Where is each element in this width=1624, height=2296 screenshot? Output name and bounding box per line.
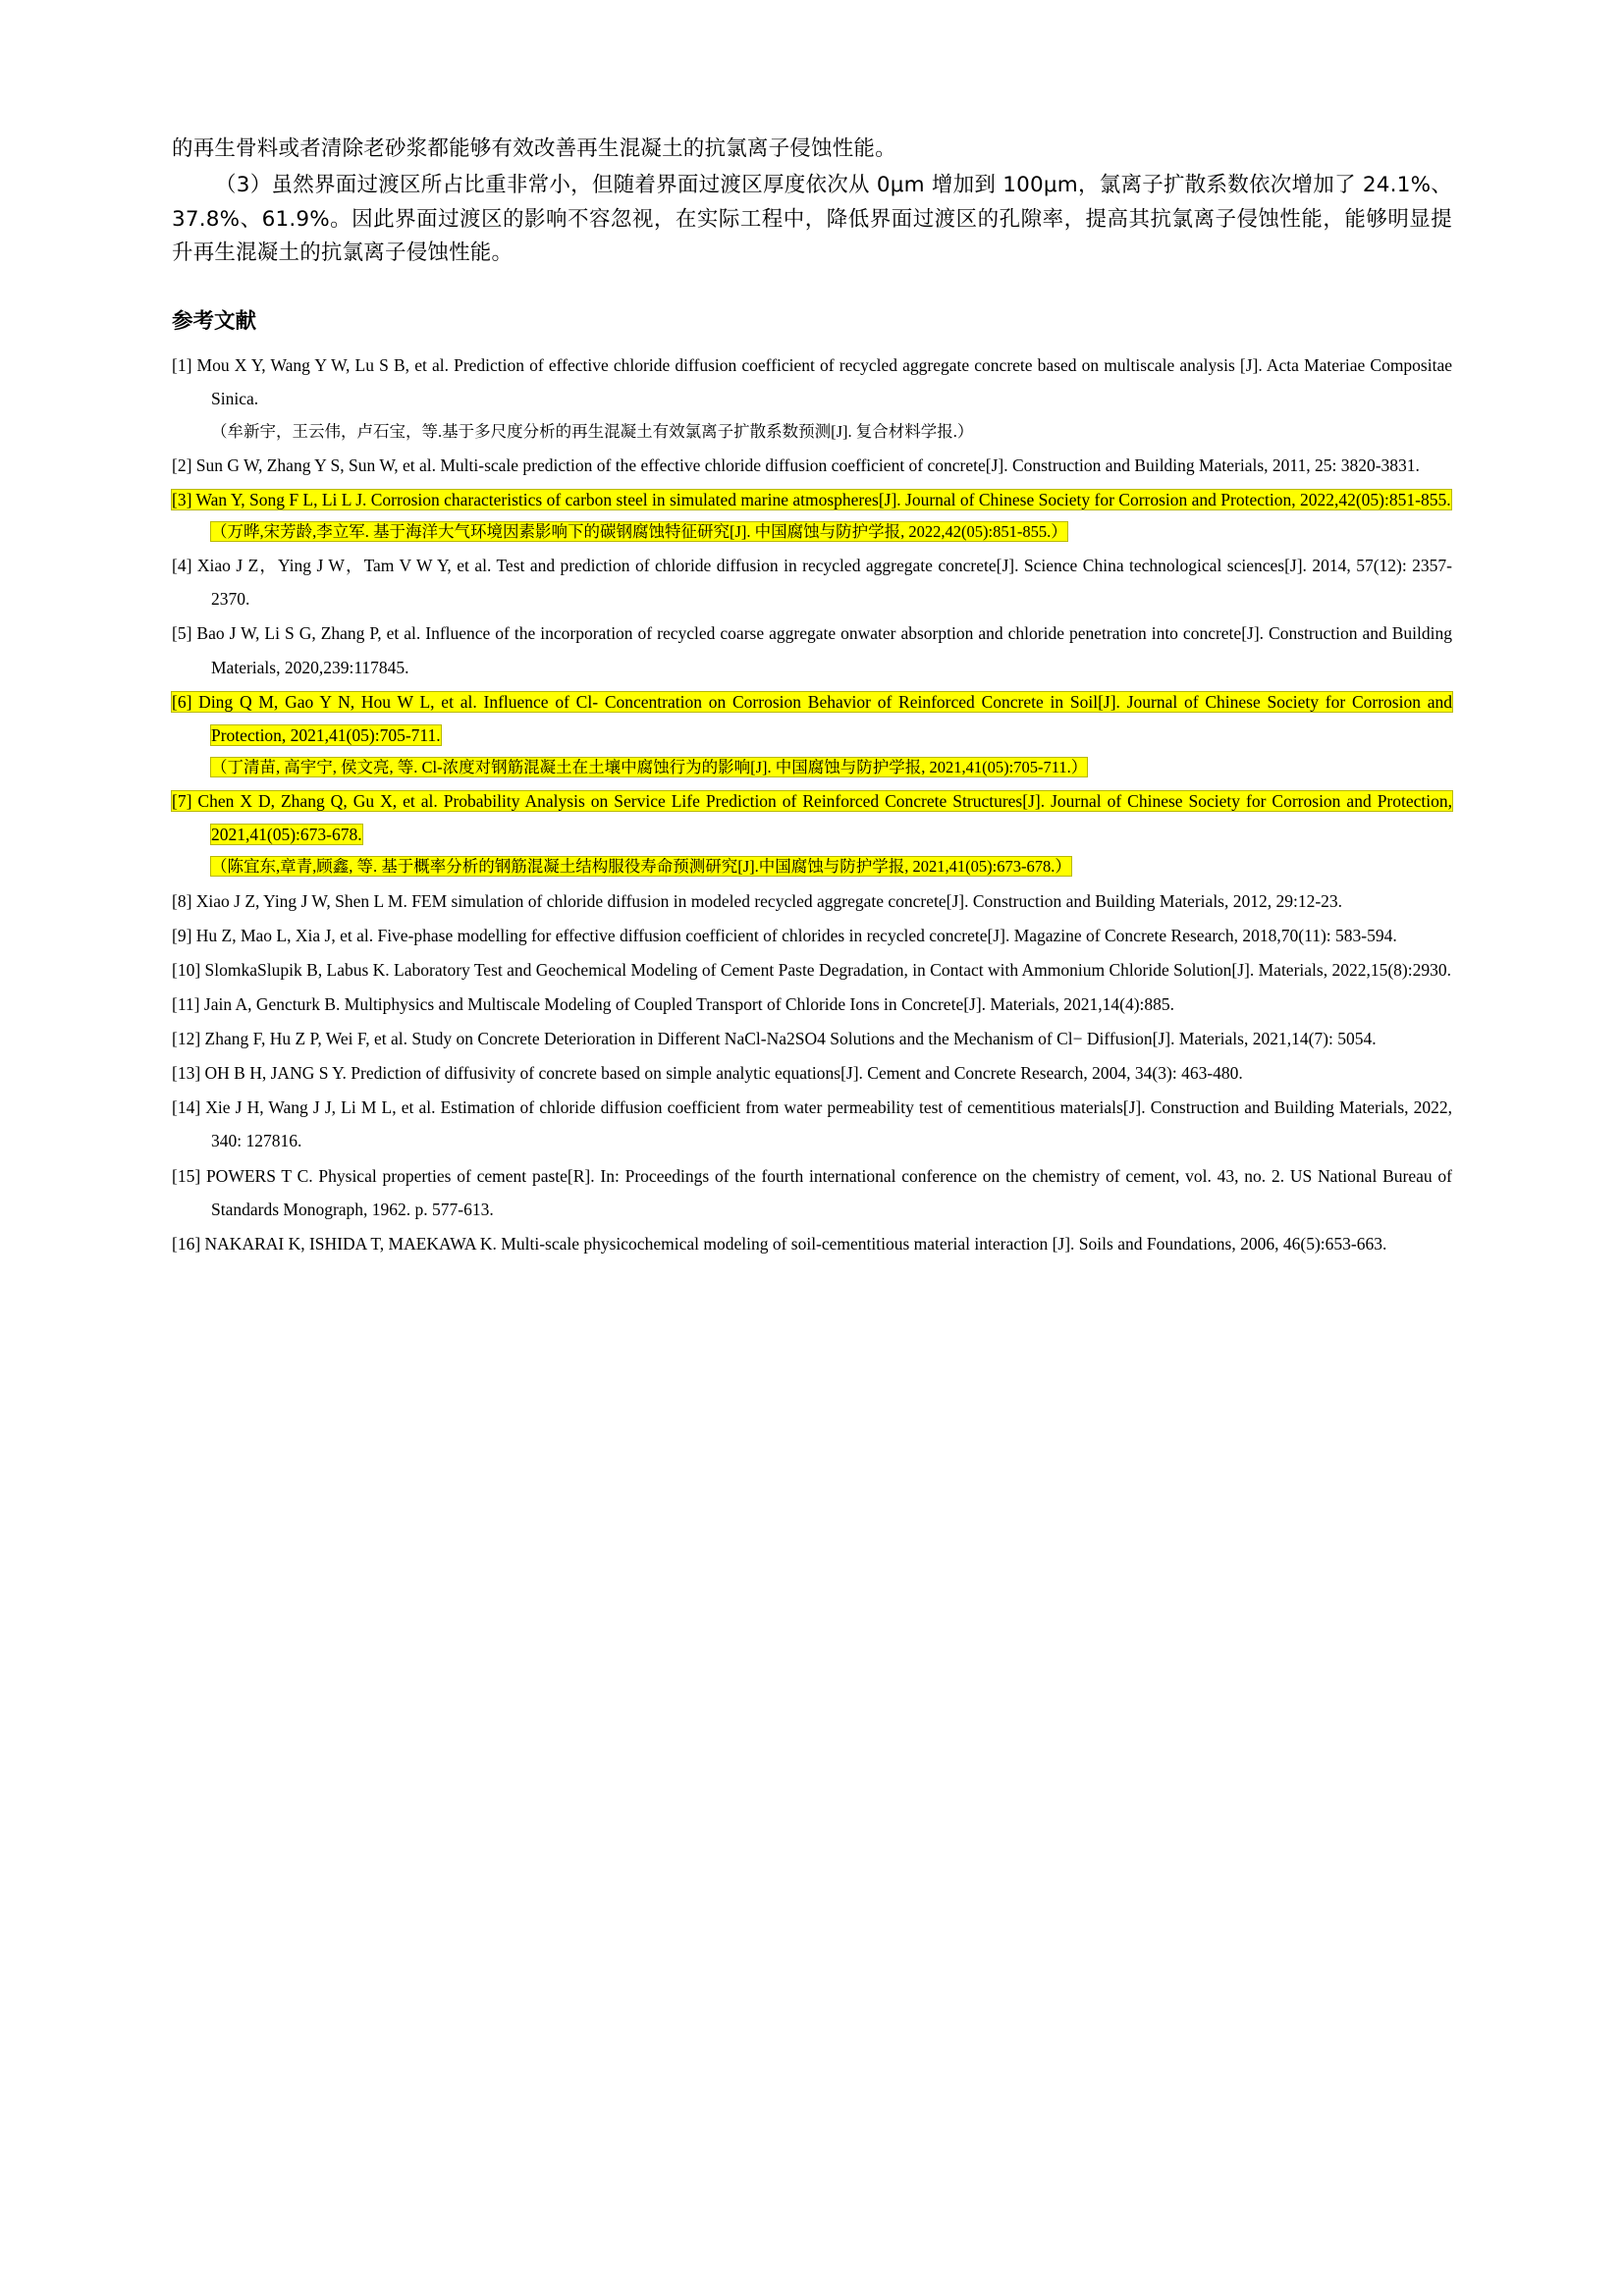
highlight-span: （丁清苗, 高宇宁, 侯文亮, 等. Cl-浓度对钢筋混凝土在土壤中腐蚀行为的影响[J]. 中国腐蚀与防护学报, 2021,41(05):705-711.） xyxy=(211,757,1088,776)
reference-item xyxy=(172,1159,1452,1226)
highlight-span: [6] Ding Q M, Gao Y N, Hou W L, et al. Influence of Cl- Concentration on Corrosion Behavior of Reinforced Concrete in Soil[J]. Journal of Chinese Society for Corrosion and Protection, 2021,41(05):705-711. xyxy=(172,691,1452,745)
reference-text xyxy=(172,784,1452,851)
reference-text: [4] Xiao J Z，Ying J W，Tam V W Y, et al. Test and prediction of chloride diffusion in recycled aggregate concrete[J]. Science China technological sciences[J]. 2014, 57(12): 2357-2370. xyxy=(172,556,1452,610)
reference-text: [16] NAKARAI K, ISHIDA T, MAEKAWA K. Multi-scale physicochemical modeling of soil-cementitious material interaction [J]. Soils and Foundations, 2006, 46(5):653-663. xyxy=(172,1233,1387,1254)
reference-text: [2] Sun G W, Zhang Y S, Sun W, et al. Multi-scale prediction of the effective chloride diffusion coefficient of concrete[J]. Construction and Building Materials, 2011, 25: 3820-3831. xyxy=(172,454,1420,475)
reference-text: [13] OH B H, JANG S Y. Prediction of diffusivity of concrete based on simple analytic equations[J]. Cement and Concrete Research, 2004, 34(3): 463-480. xyxy=(172,1063,1243,1084)
reference-text: [9] Hu Z, Mao L, Xia J, et al. Five-phase modelling for effective diffusion coefficient of chlorides in recycled concrete[J]. Magazine of Concrete Research, 2018,70(11): 583-594. xyxy=(172,925,1397,945)
reference-item-highlighted xyxy=(172,784,1452,882)
reference-item xyxy=(172,1056,1452,1090)
reference-item xyxy=(172,1091,1452,1157)
reference-text: [1] Mou X Y, Wang Y W, Lu S B, et al. Prediction of effective chloride diffusion coefficient of recycled aggregate concrete based on multiscale analysis [J]. Acta Materiae Compositae Sinica. xyxy=(172,355,1452,409)
reference-text: [12] Zhang F, Hu Z P, Wei F, et al. Study on Concrete Deterioration in Different NaCl-Na2SO4 Solutions and the Mechanism of Cl− Diffusion[J]. Materials, 2021,14(7): 5054. xyxy=(172,1029,1377,1048)
reference-item xyxy=(172,953,1452,987)
reference-text xyxy=(172,483,1452,516)
reference-item-highlighted xyxy=(172,685,1452,783)
highlight-span: [3] Wan Y, Song F L, Li L J. Corrosion characteristics of carbon steel in simulated marine atmospheres[J]. Journal of Chinese Society for Corrosion and Protection, 2022,42(05):851-855. xyxy=(172,489,1451,509)
reference-text: [14] Xie J H, Wang J J, Li M L, et al. Estimation of chloride diffusion coefficient from water permeability test of cementitious materials[J]. Construction and Building Materials, 2022, 340: 127816. xyxy=(172,1097,1452,1151)
reference-chinese xyxy=(172,851,1452,882)
highlight-span: [7] Chen X D, Zhang Q, Gu X, et al. Probability Analysis on Service Life Prediction of Reinforced Concrete Structures[J]. Journal of Chinese Society for Corrosion and Protection, 2021,41(05):673-678. xyxy=(172,791,1452,845)
reference-text: [10] SlomkaSlupik B, Labus K. Laboratory Test and Geochemical Modeling of Cement Paste Degradation, in Contact with Ammonium Chloride Solution[J]. Materials, 2022,15(8):2930. xyxy=(172,959,1451,980)
paragraph-conclusion-3: （3）虽然界面过渡区所占比重非常小，但随着界面过渡区厚度依次从 0μm 增加到 100μm，氯离子扩散系数依次增加了 24.1%、37.8%、61.9%。因此界面过渡区的影响不容忽视，在实际工程中，降低界面过渡区的孔隙率，提高其抗氯离子侵蚀性能，能够明显提升再生混凝土的抗氯离子侵蚀性能。 xyxy=(172,172,1452,266)
references-list xyxy=(172,348,1452,1260)
paragraph-conclusion-2: 的再生骨料或者清除老砂浆都能够有效改善再生混凝土的抗氯离子侵蚀性能。 xyxy=(172,136,896,161)
reference-item xyxy=(172,919,1452,952)
reference-item xyxy=(172,616,1452,683)
highlight-span: （万晔,宋芳龄,李立军. 基于海洋大气环境因素影响下的碳钢腐蚀特征研究[J]. 中国腐蚀与防护学报, 2022,42(05):851-855.） xyxy=(211,521,1067,541)
highlight-span: （陈宜东,章青,顾鑫, 等. 基于概率分析的钢筋混凝土结构服役寿命预测研究[J].中国腐蚀与防护学报, 2021,41(05):673-678.） xyxy=(211,857,1071,877)
reference-item xyxy=(172,1227,1452,1260)
references-heading: 参考文献 xyxy=(172,309,257,335)
reference-chinese: （牟新宇，王云伟，卢石宝，等.基于多尺度分析的再生混凝土有效氯离子扩散系数预测[J]. 复合材料学报.） xyxy=(211,421,974,441)
reference-item xyxy=(172,988,1452,1021)
reference-text xyxy=(172,685,1452,752)
reference-text: [11] Jain A, Gencturk B. Multiphysics and Multiscale Modeling of Coupled Transport of Chloride Ions in Concrete[J]. Materials, 2021,14(4):885. xyxy=(172,993,1175,1014)
reference-chinese xyxy=(172,752,1452,783)
reference-item xyxy=(172,348,1452,447)
reference-chinese xyxy=(172,516,1452,548)
reference-item xyxy=(172,549,1452,615)
reference-text: [15] POWERS T C. Physical properties of cement paste[R]. In: Proceedings of the fourth international conference on the chemistry of cement, vol. 43, no. 2. US National Bureau of Standards Monograph, 1962. p. 577-613. xyxy=(172,1165,1452,1219)
reference-text: [8] Xiao J Z, Ying J W, Shen L M. FEM simulation of chloride diffusion in modeled recycled aggregate concrete[J]. Construction and Building Materials, 2012, 29:12-23. xyxy=(172,890,1343,911)
reference-item xyxy=(172,449,1452,482)
reference-text: [5] Bao J W, Li S G, Zhang P, et al. Influence of the incorporation of recycled coarse aggregate onwater absorption and chloride penetration into concrete[J]. Construction and Building Materials, 2020,239:117845. xyxy=(172,623,1452,677)
reference-item xyxy=(172,884,1452,918)
reference-item xyxy=(172,1022,1452,1055)
reference-item-highlighted xyxy=(172,483,1452,548)
